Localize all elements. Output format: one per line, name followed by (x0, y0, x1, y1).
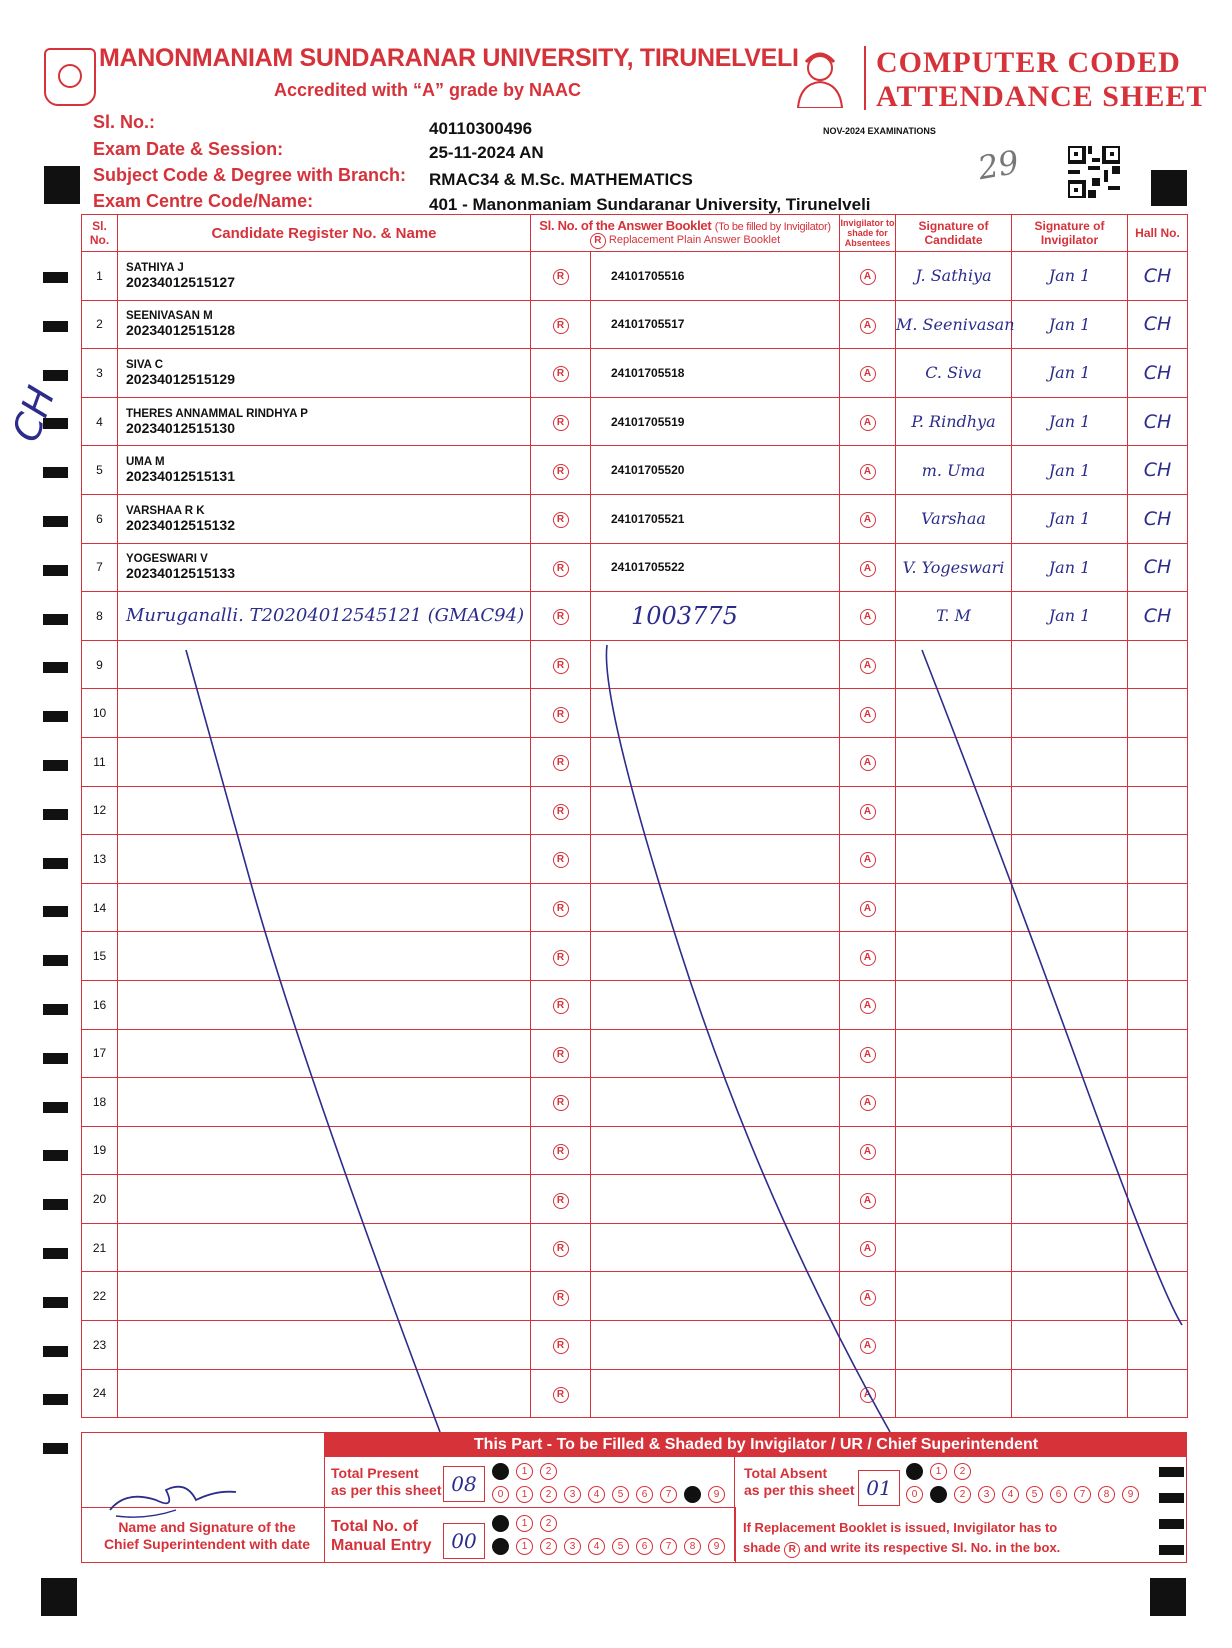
absent-bubble[interactable]: A (860, 1193, 876, 1209)
col-candidate: Candidate Register No. & Name (118, 215, 531, 252)
bubble-6[interactable]: 6 (1050, 1486, 1067, 1503)
absent-bubble[interactable]: A (860, 1144, 876, 1160)
invigilator-signature[interactable]: Jan 1 (1012, 252, 1128, 301)
replacement-bubble[interactable]: R (553, 318, 569, 334)
bubble-2[interactable]: 2 (954, 1463, 971, 1480)
row-sl: 15 (82, 932, 118, 981)
row-sl: 1 (82, 252, 118, 301)
absent-bubble[interactable]: A (860, 269, 876, 285)
handwritten-count: 29 (975, 142, 1022, 188)
invigilator-signature[interactable]: Jan 1 (1012, 592, 1128, 641)
invigilator-signature[interactable]: Jan 1 (1012, 543, 1128, 592)
bubble-1[interactable]: 1 (516, 1463, 533, 1480)
replacement-bubble[interactable]: R (553, 755, 569, 771)
row-sl: 13 (82, 835, 118, 884)
total-present-tens-bubbles[interactable] (492, 1463, 564, 1481)
row-sl: 7 (82, 543, 118, 592)
replacement-bubble[interactable]: R (553, 366, 569, 382)
candidate-signature[interactable]: Varshaa (896, 494, 1012, 543)
col-sig-invigilator: Signature of Invigilator (1012, 215, 1128, 252)
candidate-signature[interactable]: M. Seenivasan (896, 300, 1012, 349)
bubble-3[interactable]: 3 (978, 1486, 995, 1503)
replacement-bubble[interactable]: R (553, 1193, 569, 1209)
replacement-bubble[interactable]: R (553, 852, 569, 868)
col-booklet: Sl. No. of the Answer Booklet (To be filled by Invigilator) R Replacement Plain Answer Booklet (531, 215, 840, 252)
absent-bubble[interactable]: A (860, 464, 876, 480)
bubble-4[interactable]: 4 (588, 1486, 605, 1503)
absent-bubble[interactable]: A (860, 1095, 876, 1111)
register-number: 20234012515129 (126, 370, 236, 387)
bubble-6[interactable]: 6 (636, 1486, 653, 1503)
total-absent-label: Total Absent as per this sheet (744, 1465, 855, 1498)
bubble-2[interactable]: 2 (540, 1463, 557, 1480)
replacement-bubble[interactable]: R (553, 901, 569, 917)
bubble-9[interactable]: 9 (708, 1538, 725, 1555)
sheet-title: COMPUTER CODED ATTENDANCE SHEET (876, 46, 1208, 113)
col-hall: Hall No. (1128, 215, 1188, 252)
replacement-bubble[interactable]: R (553, 464, 569, 480)
booklet-number[interactable]: 24101705516 (591, 252, 840, 301)
absent-bubble[interactable]: A (860, 1241, 876, 1257)
manual-entry-tens-bubbles[interactable] (492, 1515, 564, 1533)
bubble-9[interactable]: 9 (1122, 1486, 1139, 1503)
bubble-7[interactable]: 7 (660, 1486, 677, 1503)
row-sl: 17 (82, 1029, 118, 1078)
register-number: 20234012515132 (126, 516, 236, 533)
absent-bubble[interactable]: A (860, 901, 876, 917)
replacement-bubble[interactable]: R (553, 707, 569, 723)
candidate-signature[interactable]: m. Uma (896, 446, 1012, 495)
bubble-5[interactable]: 5 (612, 1538, 629, 1555)
absent-bubble[interactable]: A (860, 852, 876, 868)
absent-bubble[interactable]: A (860, 658, 876, 674)
candidate-signature[interactable]: T. M (896, 592, 1012, 641)
absent-bubble[interactable]: A (860, 318, 876, 334)
hall-number[interactable]: CH (1128, 494, 1188, 543)
manual-entry-box[interactable]: 00 (443, 1523, 485, 1559)
bubble-8[interactable]: 8 (1098, 1486, 1115, 1503)
subject-label: Subject Code & Degree with Branch: (93, 165, 407, 185)
row-sl: 12 (82, 786, 118, 835)
absent-bubble[interactable]: A (860, 707, 876, 723)
manual-entry-units-bubbles[interactable] (492, 1538, 732, 1556)
replacement-bubble[interactable]: R (553, 512, 569, 528)
booklet-number[interactable]: 24101705517 (591, 300, 840, 349)
candidate-signature[interactable]: C. Siva (896, 349, 1012, 398)
bubble-9[interactable]: 9 (708, 1486, 725, 1503)
centre-value: 401 - Manonmaniam Sundaranar University, Tirunelveli (429, 195, 871, 214)
hall-number[interactable]: CH (1128, 300, 1188, 349)
bubble-3[interactable]: 3 (564, 1486, 581, 1503)
sl-no-label: Sl. No.: (93, 112, 155, 132)
university-name: MANONMANIAM SUNDARANAR UNIVERSITY, TIRUNELVELI (99, 44, 799, 72)
row-sl: 8 (82, 592, 118, 641)
absent-bubble[interactable]: A (860, 998, 876, 1014)
candidate-name: YOGESWARI V (126, 553, 208, 566)
register-number: 20234012515130 (126, 419, 236, 436)
bubble-1[interactable]: 1 (516, 1486, 533, 1503)
manual-entry-label: Total No. of Manual Entry (331, 1518, 432, 1554)
row-sl: 24 (82, 1369, 118, 1418)
bubble[interactable] (492, 1515, 509, 1532)
bubble-2[interactable]: 2 (540, 1486, 557, 1503)
hall-number[interactable]: CH (1128, 349, 1188, 398)
bubble[interactable] (492, 1463, 509, 1480)
col-invigilator-shade: Invigilator to shade for Absentees (840, 215, 896, 252)
replacement-bubble[interactable]: R (553, 415, 569, 431)
replacement-bubble[interactable]: R (553, 561, 569, 577)
hall-number[interactable]: CH (1128, 543, 1188, 592)
booklet-number[interactable]: 24101705519 (591, 397, 840, 446)
bubble-7[interactable]: 7 (660, 1538, 677, 1555)
bubble-0[interactable]: 0 (492, 1486, 509, 1503)
absent-bubble[interactable]: A (860, 804, 876, 820)
candidate-name: THERES ANNAMMAL RINDHYA P (126, 407, 308, 420)
exam-date-value: 25-11-2024 AN (429, 143, 544, 162)
candidate-name: SEENIVASAN M (126, 310, 213, 323)
bubble-0[interactable]: 0 (906, 1486, 923, 1503)
candidate-name: SIVA C (126, 358, 164, 371)
hall-number[interactable]: CH (1128, 592, 1188, 641)
hall-number[interactable]: CH (1128, 252, 1188, 301)
row-sl: 10 (82, 689, 118, 738)
replacement-bubble[interactable]: R (553, 1387, 569, 1403)
col-sig-candidate: Signature of Candidate (896, 215, 1012, 252)
candidate-name: Muruganalli. T (126, 605, 262, 627)
absent-bubble[interactable]: A (860, 950, 876, 966)
absent-bubble[interactable]: A (860, 512, 876, 528)
replacement-bubble[interactable]: R (553, 658, 569, 674)
absent-bubble[interactable]: A (860, 609, 876, 625)
replacement-bubble[interactable]: R (553, 1241, 569, 1257)
bubble-6[interactable]: 6 (636, 1538, 653, 1555)
bubble-4[interactable]: 4 (588, 1538, 605, 1555)
invigilator-signature[interactable]: Jan 1 (1012, 446, 1128, 495)
booklet-number[interactable]: 24101705521 (591, 494, 840, 543)
replacement-bubble[interactable]: R (553, 950, 569, 966)
row-sl: 19 (82, 1126, 118, 1175)
chief-label: Name and Signature of the Chief Superintendent with date (103, 1519, 311, 1552)
invigilator-signature[interactable]: Jan 1 (1012, 397, 1128, 446)
register-number: 20204012545121 (GMAC94) (261, 605, 525, 627)
invigilator-signature[interactable]: Jan 1 (1012, 300, 1128, 349)
row-sl: 22 (82, 1272, 118, 1321)
replacement-bubble[interactable]: R (553, 1144, 569, 1160)
bubble-5[interactable]: 5 (1026, 1486, 1043, 1503)
absent-bubble[interactable]: A (860, 1290, 876, 1306)
total-present-box[interactable]: 08 (443, 1466, 485, 1502)
absent-bubble[interactable]: A (860, 561, 876, 577)
replacement-bubble[interactable]: R (553, 1338, 569, 1354)
bubble-7[interactable]: 7 (1074, 1486, 1091, 1503)
total-present-label: Total Present as per this sheet (331, 1465, 442, 1498)
total-absent-units-bubbles[interactable] (906, 1486, 1146, 1504)
bubble[interactable] (906, 1463, 923, 1480)
bubble-1[interactable]: 1 (516, 1515, 533, 1532)
hall-number[interactable]: CH (1128, 446, 1188, 495)
replacement-bubble[interactable]: R (553, 1290, 569, 1306)
absent-bubble[interactable]: A (860, 366, 876, 382)
row-sl: 4 (82, 397, 118, 446)
bubble-1[interactable]: 1 (516, 1538, 533, 1555)
row-sl: 20 (82, 1175, 118, 1224)
hall-number[interactable]: CH (1128, 397, 1188, 446)
margin-note: CH (3, 380, 64, 448)
row-sl: 9 (82, 640, 118, 689)
register-number: 20234012515133 (126, 565, 236, 582)
booklet-number[interactable]: 24101705520 (591, 446, 840, 495)
bubble-2[interactable]: 2 (954, 1486, 971, 1503)
bubble-1[interactable]: 1 (930, 1463, 947, 1480)
absent-bubble[interactable]: A (860, 1047, 876, 1063)
row-sl: 6 (82, 494, 118, 543)
subject-value: RMAC34 & M.Sc. MATHEMATICS (429, 170, 693, 189)
accreditation-text: Accredited with “A” grade by NAAC (274, 80, 582, 100)
absent-bubble[interactable]: A (860, 755, 876, 771)
absent-bubble[interactable]: A (860, 1387, 876, 1403)
exam-date-label: Exam Date & Session: (93, 139, 284, 159)
row-sl: 2 (82, 300, 118, 349)
candidate-name: UMA M (126, 456, 165, 469)
candidate-signature[interactable]: J. Sathiya (896, 252, 1012, 301)
row-sl: 18 (82, 1078, 118, 1127)
replacement-bubble[interactable]: R (553, 609, 569, 625)
register-number: 20234012515128 (126, 322, 236, 339)
replacement-bubble[interactable]: R (553, 1095, 569, 1111)
total-absent-tens-bubbles[interactable] (906, 1463, 978, 1481)
exam-series: NOV-2024 EXAMINATIONS (823, 126, 936, 136)
replacement-bubble[interactable]: R (553, 269, 569, 285)
register-number: 20234012515127 (126, 273, 236, 290)
bubble-2[interactable]: 2 (540, 1538, 557, 1555)
booklet-number[interactable]: 24101705518 (591, 349, 840, 398)
candidate-signature[interactable]: P. Rindhya (896, 397, 1012, 446)
bubble-1[interactable]: 1 (930, 1486, 947, 1503)
replacement-bubble[interactable]: R (553, 804, 569, 820)
booklet-number[interactable]: 24101705522 (591, 543, 840, 592)
bubble-8[interactable]: 8 (684, 1486, 701, 1503)
replacement-note: If Replacement Booklet is issued, Invigilator has to shade R and write its respective Sl. No. in the box. (743, 1518, 1060, 1558)
bubble-8[interactable]: 8 (684, 1538, 701, 1555)
invigilator-signature[interactable]: Jan 1 (1012, 494, 1128, 543)
row-sl: 14 (82, 883, 118, 932)
bubble-2[interactable]: 2 (540, 1515, 557, 1532)
replacement-bubble[interactable]: R (553, 998, 569, 1014)
absent-bubble[interactable]: A (860, 415, 876, 431)
invigilator-signature[interactable]: Jan 1 (1012, 349, 1128, 398)
chief-superintendent-signature (106, 1470, 246, 1526)
row-sl: 23 (82, 1321, 118, 1370)
replacement-bubble[interactable]: R (553, 1047, 569, 1063)
row-sl: 11 (82, 737, 118, 786)
bubble-4[interactable]: 4 (1002, 1486, 1019, 1503)
footer-banner: This Part - To be Filled & Shaded by Invigilator / UR / Chief Superintendent (325, 1433, 1187, 1457)
bubble-5[interactable]: 5 (612, 1486, 629, 1503)
candidate-name: SATHIYA J (126, 261, 184, 274)
row-sl: 3 (82, 349, 118, 398)
sl-no-value: 40110300496 (429, 119, 533, 138)
absent-bubble[interactable]: A (860, 1338, 876, 1354)
bubble-0[interactable]: 0 (492, 1538, 509, 1555)
bubble-3[interactable]: 3 (564, 1538, 581, 1555)
candidate-name: VARSHAA R K (126, 504, 205, 517)
centre-label: Exam Centre Code/Name: (93, 191, 314, 211)
candidate-signature[interactable]: V. Yogeswari (896, 543, 1012, 592)
total-absent-box[interactable]: 01 (858, 1470, 900, 1506)
row-sl: 21 (82, 1223, 118, 1272)
row-sl: 16 (82, 980, 118, 1029)
col-sl: Sl. No. (82, 215, 118, 252)
booklet-number[interactable]: 1003775 (591, 592, 840, 641)
register-number: 20234012515131 (126, 468, 236, 485)
row-sl: 5 (82, 446, 118, 495)
total-present-units-bubbles[interactable] (492, 1486, 732, 1504)
